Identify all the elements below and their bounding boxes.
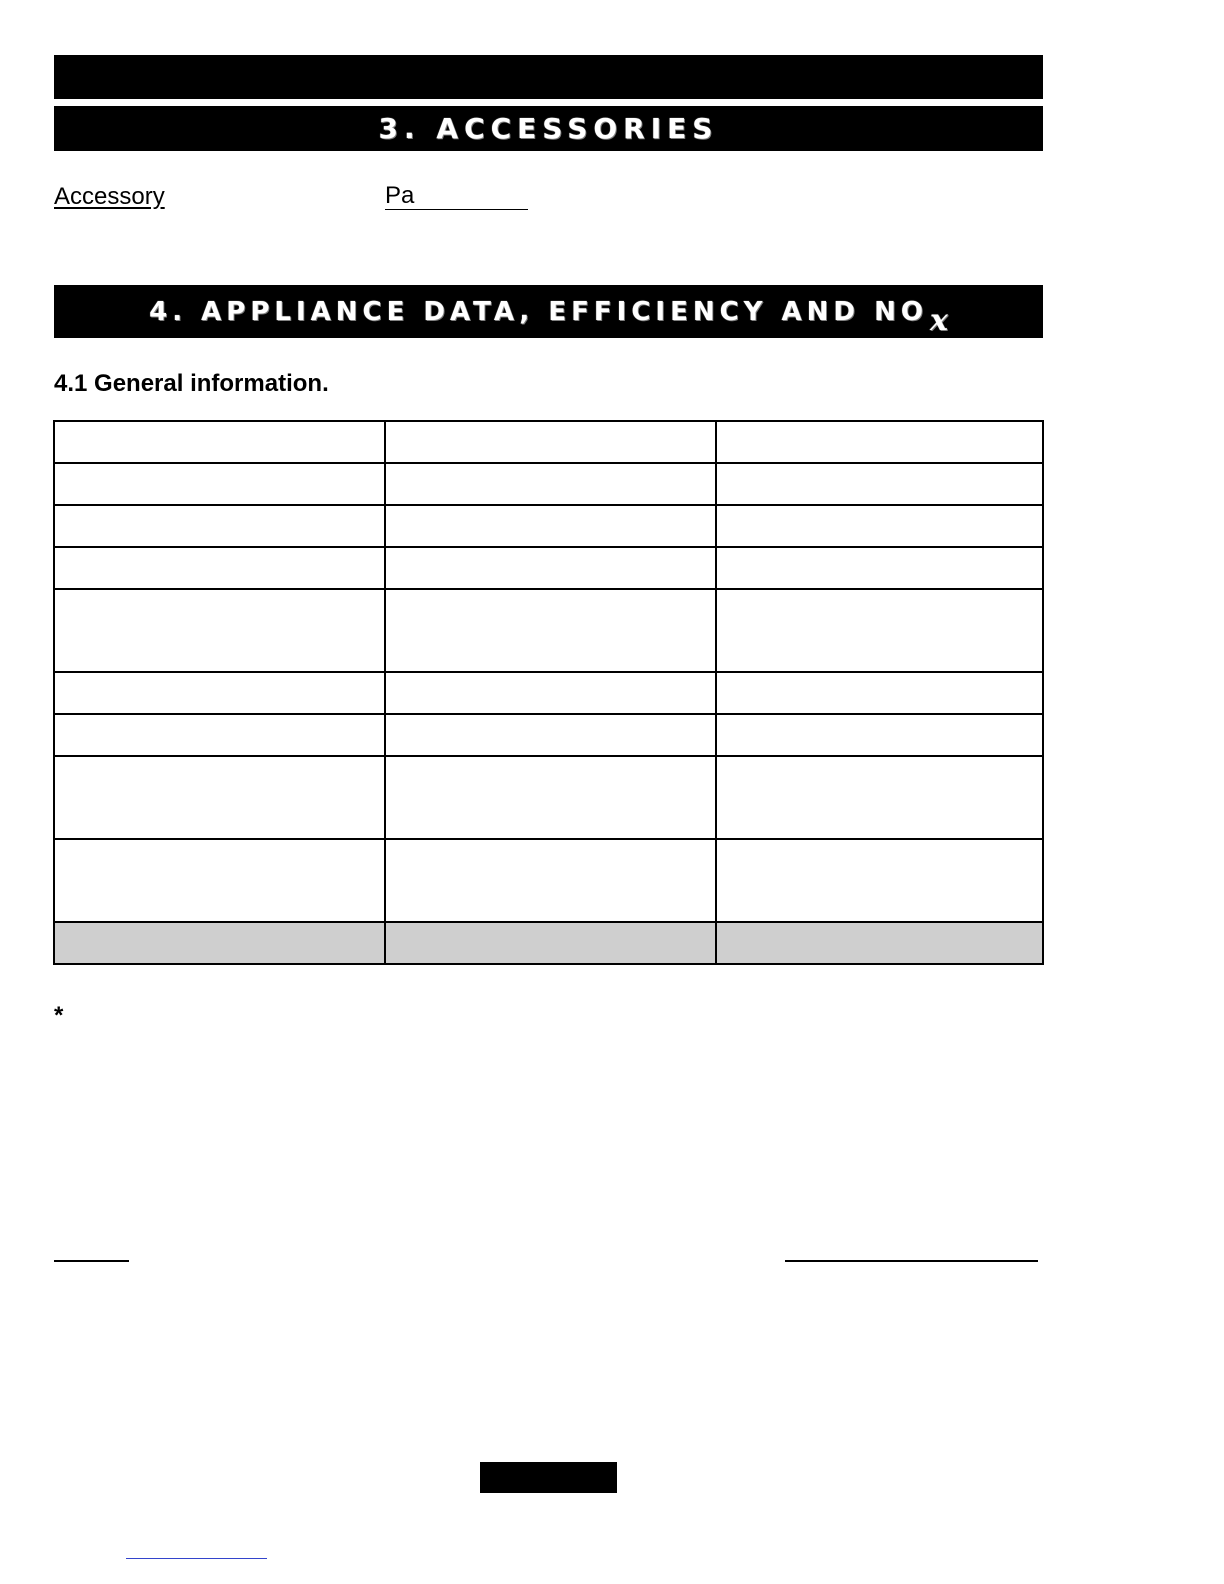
signature-line-left: [54, 1260, 129, 1262]
table-cell: [385, 714, 716, 756]
table-cell: [385, 421, 716, 463]
table-cell: [716, 547, 1043, 589]
table-row: [54, 547, 1043, 589]
table-cell: [716, 421, 1043, 463]
table-cell: [385, 922, 716, 964]
table-cell: [385, 839, 716, 922]
section-banner-accessories: [54, 106, 1043, 151]
nox-subscript: x: [929, 303, 948, 338]
page-number-box: [480, 1462, 617, 1493]
table-row: [54, 756, 1043, 839]
table-cell: [54, 714, 385, 756]
footnote-asterisk: *: [54, 1002, 64, 1029]
link-underline[interactable]: [126, 1558, 267, 1559]
table-cell: [716, 756, 1043, 839]
table-cell: [54, 547, 385, 589]
table-cell: [54, 922, 385, 964]
table-cell: [716, 714, 1043, 756]
table-cell: [385, 756, 716, 839]
section-banner-appliance: [54, 285, 1043, 338]
pa-label: Pa: [385, 183, 528, 210]
table-row: [54, 672, 1043, 714]
table-cell: [54, 756, 385, 839]
table-row: [54, 421, 1043, 463]
signature-line-right: [785, 1260, 1038, 1262]
table-cell: [385, 547, 716, 589]
table-row: [54, 714, 1043, 756]
table-row: [54, 463, 1043, 505]
table-cell: [54, 505, 385, 547]
table-cell: [385, 589, 716, 672]
table-row: [54, 589, 1043, 672]
general-information-table: [53, 420, 1044, 965]
table-row: [54, 505, 1043, 547]
accessory-label: Accessory: [54, 183, 165, 210]
table-cell: [385, 505, 716, 547]
section-title-accessories: 3. ACCESSORIES: [378, 112, 719, 145]
table-cell: [54, 463, 385, 505]
section-title-appliance: 4. APPLIANCE DATA, EFFICIENCY AND NO: [149, 296, 928, 327]
header-bar: [54, 55, 1043, 99]
table-cell: [716, 922, 1043, 964]
table-cell: [716, 839, 1043, 922]
table-cell: [716, 463, 1043, 505]
table-cell: [385, 463, 716, 505]
table-cell: [54, 672, 385, 714]
table-cell: [716, 505, 1043, 547]
table-cell: [54, 589, 385, 672]
table-cell: [54, 421, 385, 463]
table-row: [54, 839, 1043, 922]
table-cell: [716, 589, 1043, 672]
general-information-heading: 4.1 General information.: [54, 370, 329, 397]
table-cell: [54, 839, 385, 922]
table-cell: [716, 672, 1043, 714]
table-row: [54, 922, 1043, 964]
table-cell: [385, 672, 716, 714]
